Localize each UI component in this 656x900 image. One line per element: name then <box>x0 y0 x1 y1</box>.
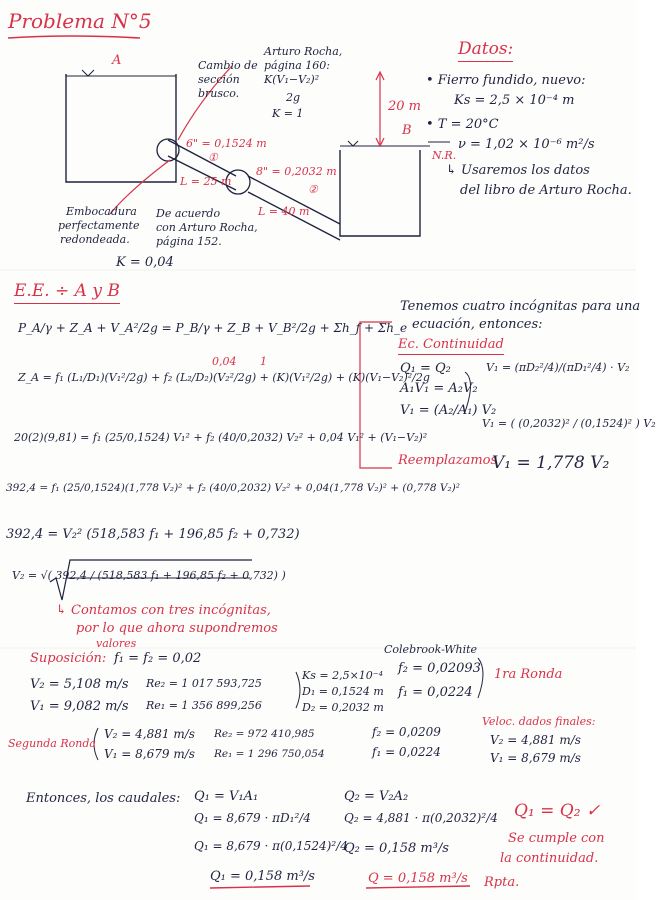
ref-note-1: Arturo Rocha, <box>264 45 343 58</box>
supos-label: Suposición: <box>30 651 107 666</box>
change-note-2: sección <box>198 73 240 86</box>
answer-label: Rpta. <box>484 875 520 890</box>
q2-step-1: Q₂ = V₂A₂ <box>344 789 409 804</box>
entrance-ref-3: página 152. <box>156 235 222 248</box>
continuity-ok-1: Se cumple con <box>508 831 605 846</box>
ee-note-3: valores <box>96 637 137 650</box>
r1-re2: Re₂ = 1 017 593,725 <box>146 677 262 690</box>
ref-note-3: K(V₁−V₂)² <box>264 73 320 86</box>
cont-step-5: V₁ = ( (0,2032)² / (0,1524)² ) V₂ <box>482 417 656 430</box>
r1-f1: f₁ = 0,0224 <box>398 685 473 700</box>
tank-b-label: B <box>402 123 412 138</box>
r2-f1: f₁ = 0,0224 <box>372 745 441 759</box>
k-entrance: K = 0,04 <box>116 255 174 270</box>
q1-step-3: Q₁ = 8,679 · π(0,1524)²/4 <box>194 839 348 853</box>
entrance-note-3: redondeada. <box>60 233 130 246</box>
r1-re1: Re₁ = 1 356 899,256 <box>146 699 262 712</box>
ronda-2-label: Segunda Ronda <box>8 737 96 750</box>
page-title: Problema N°5 <box>8 9 152 33</box>
q2-result: Q₂ = 0,158 m³/s <box>344 841 449 856</box>
q1-step-2: Q₁ = 8,679 · πD₁²/4 <box>194 811 311 825</box>
ref-note-5: K = 1 <box>272 107 304 120</box>
ronda-1-label: 1ra Ronda <box>494 667 563 682</box>
ee-note-1: ↳ Contamos con tres incógnitas, <box>56 603 271 618</box>
length-1: L = 25 m <box>180 175 232 188</box>
continuity-ok-2: la continuidad. <box>500 851 599 866</box>
cont-intro-2: ecuación, entonces: <box>412 317 543 332</box>
ee-note-2: por lo que ahora supondremos <box>76 621 278 636</box>
ee-equation-3: 20(2)(9,81) = f₁ (25/0,1524) V₁² + f₂ (40/0,2032) V₂² + 0,04 V₁² + (V₁−V₂)² <box>14 431 428 444</box>
entrance-ref-1: De acuerdo <box>156 207 221 220</box>
supos-value: f₁ = f₂ = 0,02 <box>114 651 202 666</box>
r2-f2: f₂ = 0,0209 <box>372 725 441 739</box>
r1-v1: V₁ = 9,082 m/s <box>30 699 129 714</box>
r2-v2: V₂ = 4,881 m/s <box>104 727 195 741</box>
entrance-ref-2: con Arturo Rocha, <box>156 221 258 234</box>
final-velocities-label: Veloc. dados finales: <box>482 715 596 728</box>
ee-k2: 1 <box>260 355 267 368</box>
r2-re1: Re₁ = 1 296 750,054 <box>214 748 325 760</box>
datos-temperature: • T = 20°C <box>426 117 499 132</box>
cont-step-3: V₁ = (A₂/A₁) V₂ <box>400 403 497 418</box>
final-v1: V₁ = 8,679 m/s <box>490 751 581 765</box>
ee-k1: 0,04 <box>212 355 237 368</box>
ref-note-4: 2g <box>286 91 301 104</box>
ref-note-2: página 160: <box>264 59 330 72</box>
ee-equation-1: P_A/γ + Z_A + V_A²/2g = P_B/γ + Z_B + V_B²/2g + Σh_f + Σh_e <box>18 321 408 335</box>
datos-roughness: Ks = 2,5 × 10⁻⁴ m <box>454 93 575 108</box>
height-label: 20 m <box>388 99 422 114</box>
r2-re2: Re₂ = 972 410,985 <box>214 728 315 740</box>
datos-viscosity: ν = 1,02 × 10⁻⁶ m²/s <box>458 137 595 152</box>
datos-title: Datos: <box>458 40 513 62</box>
cont-result: V₁ = 1,778 V₂ <box>492 453 610 473</box>
cont-replace: Reemplazamos <box>398 453 498 468</box>
final-v2: V₂ = 4,881 m/s <box>490 733 581 747</box>
length-2: L = 40 m <box>258 205 310 218</box>
ee-title: E.E. ÷ A y B <box>14 282 120 304</box>
change-note-1: Cambio de <box>198 59 258 72</box>
r1-f2: f₂ = 0,02093 <box>398 661 481 676</box>
r1-v2: V₂ = 5,108 m/s <box>30 677 129 692</box>
datos-note-1: ↳ Usaremos los datos <box>446 163 590 178</box>
cont-step-4: V₁ = (πD₂²/4)/(πD₁²/4) · V₂ <box>486 361 630 374</box>
ee-equation-5: 392,4 = V₂² (518,583 f₁ + 196,85 f₂ + 0,732) <box>6 527 300 542</box>
pipe-2-marker: ② <box>308 183 318 196</box>
change-note-3: brusco. <box>198 87 240 100</box>
entrance-note-2: perfectamente <box>58 219 140 232</box>
cont-step-2: A₁V₁ = A₂V₂ <box>400 381 478 396</box>
ee-equation-4: 392,4 = f₁ (25/0,1524)(1,778 V₂)² + f₂ (40/0,2032) V₂² + 0,04(1,778 V₂)² + (0,778 V₂)² <box>6 482 460 494</box>
pipe-1-marker: ① <box>208 151 218 164</box>
q1-step-1: Q₁ = V₁A₁ <box>194 789 259 804</box>
cont-step-1: Q₁ = Q₂ <box>400 361 451 376</box>
colebrook-label: Colebrook-White <box>384 643 478 656</box>
q1-result: Q₁ = 0,158 m³/s <box>210 869 315 884</box>
r1-d1: D₁ = 0,1524 m <box>302 685 384 698</box>
cont-intro-1: Tenemos cuatro incógnitas para una <box>400 299 641 314</box>
q2-step-2: Q₂ = 4,881 · π(0,2032)²/4 <box>344 811 498 825</box>
cont-title: Ec. Continuidad <box>398 338 504 355</box>
r1-ks: Ks = 2,5×10⁻⁴ <box>302 669 383 682</box>
reference-level: N.R. <box>432 149 457 162</box>
r1-d2: D₂ = 0,2032 m <box>302 701 384 714</box>
ee-equation-2: Z_A = f₁ (L₁/D₁)(V₁²/2g) + f₂ (L₂/D₂)(V₂²/2g) + (K)(V₁²/2g) + (K)(V₁−V₂)²/2g <box>18 371 430 384</box>
entrance-note-1: Embocadura <box>66 205 137 218</box>
diameter-2: 8" = 0,2032 m <box>256 165 337 178</box>
caudales-label: Entonces, los caudales: <box>26 791 181 806</box>
final-answer: Q = 0,158 m³/s <box>368 871 468 886</box>
diameter-1: 6" = 0,1524 m <box>186 137 267 150</box>
datos-note-2: del libro de Arturo Rocha. <box>460 183 632 198</box>
datos-material: • Fierro fundido, nuevo: <box>426 73 586 88</box>
ee-equation-6: V₂ = √( 392,4 / (518,583 f₁ + 196,85 f₂ + 0,732) ) <box>12 569 286 582</box>
r2-v1: V₁ = 8,679 m/s <box>104 747 195 761</box>
q-equality: Q₁ = Q₂ ✓ <box>514 801 601 821</box>
tank-a-label: A <box>112 53 122 68</box>
